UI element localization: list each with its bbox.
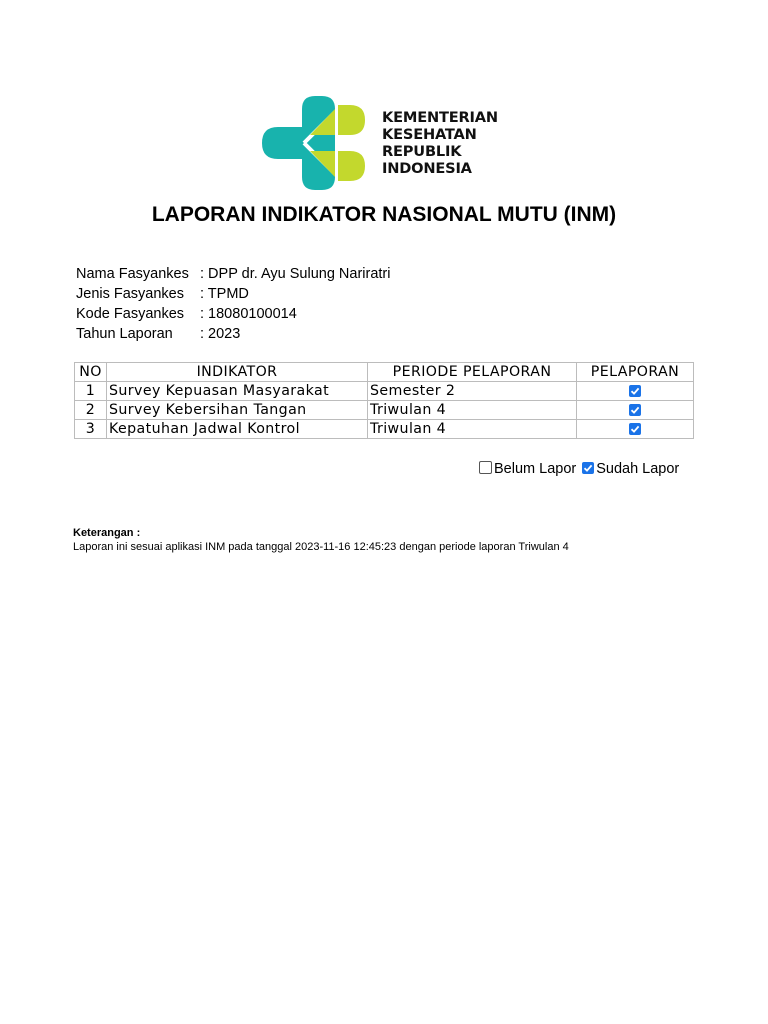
table-row xyxy=(75,420,694,439)
row-periode: Triwulan 4 xyxy=(368,401,577,420)
reported-checkbox[interactable] xyxy=(629,385,641,397)
report-year-value: : 2023 xyxy=(200,326,241,342)
unchecked-checkbox-icon xyxy=(479,461,492,474)
facility-info xyxy=(76,264,391,344)
facility-name-label: Nama Fasyankes xyxy=(76,266,189,282)
legend-reported-label: Sudah Lapor xyxy=(596,461,680,477)
ministry-name-line-2: KESEHATAN xyxy=(382,126,477,143)
table-row xyxy=(75,401,694,420)
report-year-row xyxy=(76,324,241,344)
facility-name-row xyxy=(76,264,391,284)
report-title: LAPORAN INDIKATOR NASIONAL MUTU (INM) xyxy=(151,203,617,226)
note-section xyxy=(73,527,569,553)
header-pelaporan: PELAPORAN xyxy=(577,363,694,382)
row-periode: Triwulan 4 xyxy=(368,420,577,439)
row-no: 3 xyxy=(75,420,107,439)
facility-name-value: : DPP dr. Ayu Sulung Nariratri xyxy=(200,266,391,282)
ministry-logo xyxy=(262,96,512,190)
facility-type-label: Jenis Fasyankes xyxy=(76,286,184,302)
checked-checkbox-icon xyxy=(582,462,594,474)
facility-code-label: Kode Fasyankes xyxy=(76,306,185,322)
header-indikator: INDIKATOR xyxy=(107,363,368,382)
row-indikator: Kepatuhan Jadwal Kontrol xyxy=(107,420,368,439)
facility-code-value: : 18080100014 xyxy=(200,306,297,322)
table-row xyxy=(75,382,694,401)
row-no: 1 xyxy=(75,382,107,401)
ministry-name-line-4: INDONESIA xyxy=(382,160,472,177)
ministry-emblem-icon xyxy=(262,96,372,190)
report-year-label: Tahun Laporan xyxy=(76,326,173,342)
header-periode: PERIODE PELAPORAN xyxy=(368,363,577,382)
table-header-row xyxy=(75,363,694,382)
header-no: NO xyxy=(75,363,107,382)
status-legend xyxy=(479,461,685,477)
facility-type-value: : TPMD xyxy=(200,286,249,302)
row-status xyxy=(577,382,694,401)
note-heading: Keterangan : xyxy=(73,527,141,539)
row-status xyxy=(577,420,694,439)
ministry-name-line-1: KEMENTERIAN xyxy=(382,109,498,126)
ministry-name-line-3: REPUBLIK xyxy=(382,143,462,160)
row-indikator: Survey Kepuasan Masyarakat xyxy=(107,382,368,401)
row-periode: Semester 2 xyxy=(368,382,577,401)
note-text: Laporan ini sesuai aplikasi INM pada tanggal 2023-11-16 12:45:23 dengan periode laporan Triwulan 4 xyxy=(73,541,569,553)
row-no: 2 xyxy=(75,401,107,420)
facility-code-row xyxy=(76,304,297,324)
reported-checkbox[interactable] xyxy=(629,423,641,435)
row-indikator: Survey Kebersihan Tangan xyxy=(107,401,368,420)
row-status xyxy=(577,401,694,420)
ministry-name xyxy=(382,109,498,177)
facility-type-row xyxy=(76,284,249,304)
indicator-table xyxy=(74,362,694,439)
legend-unreported-label: Belum Lapor xyxy=(494,461,577,477)
reported-checkbox[interactable] xyxy=(629,404,641,416)
